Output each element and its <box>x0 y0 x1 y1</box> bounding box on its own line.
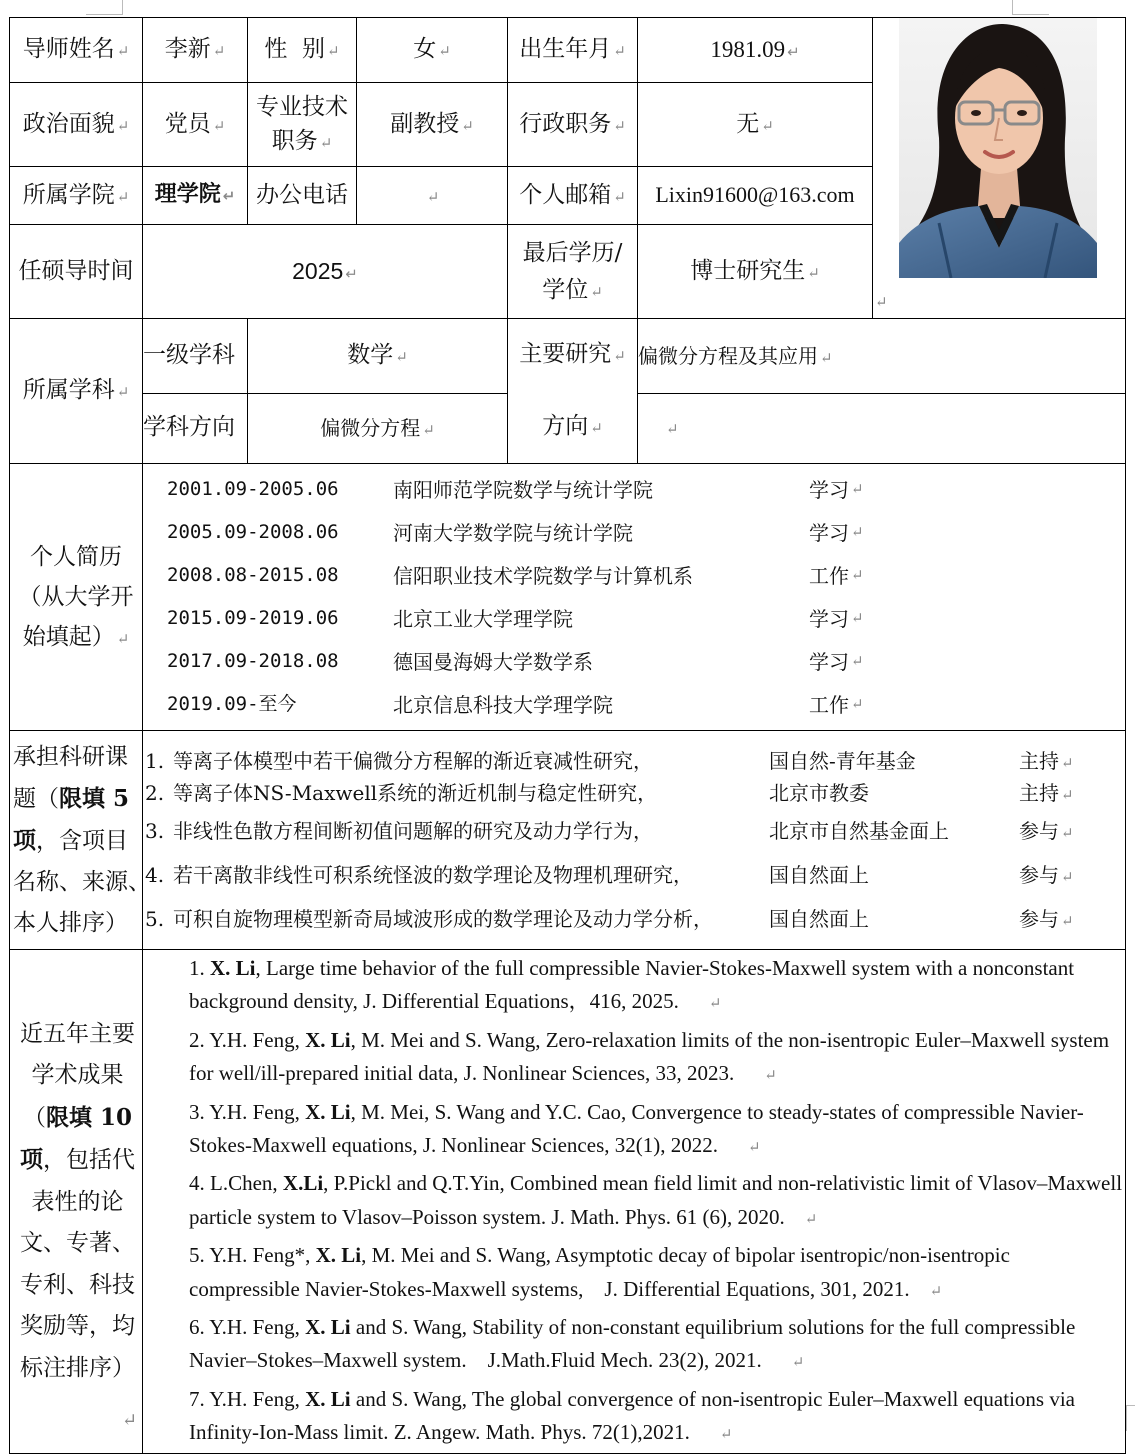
project-row: 2. 等离子体NS-Maxwell系统的渐近机制与稳定性研究， 北京市教委 主持 ↵ <box>145 781 1074 805</box>
photo-cell: ↵ <box>873 18 1126 319</box>
publication-item: 6. Y.H. Feng, X. Li and S. Wang, Stability of non-constant equilibrium solutions for the full compressible Navier–Stokes–Maxwell system. J.Math.Fluid Mech. 23(2), 2021. ↵ <box>189 1315 1081 1373</box>
history-row: 2008.08-2015.08 信阳职业技术学院数学与计算机系 工作 ↵ <box>167 563 864 588</box>
advisor-name-label: 导师姓名 ↵ <box>10 18 143 83</box>
history-list <box>143 464 1126 731</box>
project-row: 4. 若干离散非线性可积系统怪波的数学理论及物理机理研究， 国自然面上 参与 ↵ <box>145 863 1074 887</box>
crop-mark-top-left <box>86 0 123 15</box>
project-row: 5. 可积自旋物理模型新奇局域波形成的数学理论及动力学分析， 国自然面上 参与 ↵ <box>145 907 1074 931</box>
political-label: 政治面貌 ↵ <box>10 83 143 167</box>
gender-label: 性 别 ↵ <box>248 18 357 83</box>
history-label: 个人简历 （从大学开 始填起） ↵ <box>10 464 143 731</box>
email-value: Lixin91600@163.com <box>638 167 873 225</box>
college-label: 所属学院 ↵ <box>10 167 143 225</box>
college-value: 理学院 ↵ <box>143 167 248 225</box>
project-row: 3. 非线性色散方程间断初值问题解的研究及动力学行为， 北京市自然基金面上 参与 ↵ <box>145 819 1074 843</box>
title-label: 专业技术 职务 ↵ <box>248 83 357 167</box>
birth-value: 1981.09 ↵ <box>638 18 873 83</box>
advisor-photo <box>899 18 1097 278</box>
degree-value: 博士研究生 ↵ <box>638 225 873 319</box>
phone-value: ↵ <box>357 167 508 225</box>
tenure-value: 2025 ↵ <box>143 225 508 319</box>
title-value: 副教授 ↵ <box>357 83 508 167</box>
projects-label: 承担科研课 题（限填 5 项，含项目 名称、来源、 本人排序） <box>10 731 143 950</box>
research-value-2: ↵ <box>638 393 1126 463</box>
publication-item: 1. X. Li, Large time behavior of the full compressible Navier-Stokes-Maxwell system with a nonconstant background density, J. Differential Equations，416, 2025. ↵ <box>189 956 1075 1014</box>
publication-item: 2. Y.H. Feng, X. Li, M. Mei and S. Wang, Zero-relaxation limits of the non-isentropic Euler–Maxwell system for well/ill-prepared initial data, J. Nonlinear Sciences, 33, 2023. ↵ <box>189 1027 1110 1086</box>
research-label: 主要研究 ↵ 方向 ↵ <box>508 319 638 464</box>
paragraph-mark: ↵ <box>122 1410 138 1431</box>
crop-mark-bottom-right <box>1126 1405 1135 1431</box>
history-row: 2017.09-2018.08 德国曼海姆大学数学系 学习 ↵ <box>167 649 864 674</box>
level1-value: 数学 ↵ <box>248 319 508 394</box>
tenure-label: 任硕导时间 <box>10 225 143 319</box>
history-row: 2019.09-至今 北京信息科技大学理学院 工作 ↵ <box>167 692 864 717</box>
advisor-info-table <box>9 17 1126 1454</box>
degree-label: 最后学历/ 学位 ↵ <box>508 225 638 319</box>
crop-mark-top-right <box>1012 0 1049 15</box>
history-row: 2015.09-2019.06 北京工业大学理学院 学习 ↵ <box>167 606 864 631</box>
birth-label: 出生年月 ↵ <box>508 18 638 83</box>
publication-item: 3. Y.H. Feng, X. Li, M. Mei, S. Wang and Y.C. Cao, Convergence to steady-states of compressible Navier-Stokes-Maxwell equations, J. Nonlinear Sciences, 32(1), 2022. ↵ <box>189 1099 1084 1158</box>
project-row: 1. 等离子体模型中若干偏微分方程解的渐近衰减性研究， 国自然-青年基金 主持 ↵ <box>145 749 1074 773</box>
publications-list <box>143 950 1126 1454</box>
admin-value: 无 ↵ <box>638 83 873 167</box>
projects-list <box>143 731 1126 950</box>
discipline-label: 所属学科 ↵ <box>10 319 143 464</box>
publication-item: 5. Y.H. Feng*, X. Li, M. Mei and S. Wang, Asymptotic decay of bipolar isentropic/non-isentropic compressible Navier-Stokes-Maxwell systems, J. Differential Equations, 301, 2021. ↵ <box>189 1243 1016 1301</box>
publications-label: 近五年主要 学术成果 （限填 10 项，包括代 表性的论 文、专著、 专利、科技 奖励等，均 标注排序） <box>10 950 143 1454</box>
direction-label: 学科方向 <box>143 393 248 463</box>
admin-label: 行政职务 ↵ <box>508 83 638 167</box>
political-value: 党员 ↵ <box>143 83 248 167</box>
level1-label: 一级学科 <box>143 319 248 394</box>
publication-item: 4. L.Chen, X.Li, P.Pickl and Q.T.Yin, Combined mean field limit and non-relativistic limit of Vlasov–Maxwell particle system to Vlasov–Poisson system. J. Math. Phys. 61 (6), 2020. ↵ <box>189 1171 1123 1229</box>
phone-label: 办公电话 <box>248 167 357 225</box>
history-row: 2001.09-2005.06 南阳师范学院数学与统计学院 学习 ↵ <box>167 477 864 502</box>
advisor-name-value: 李新 ↵ <box>143 18 248 83</box>
email-label: 个人邮箱 ↵ <box>508 167 638 225</box>
research-value-1: 偏微分方程及其应用 ↵ <box>638 319 1126 394</box>
gender-value: 女 ↵ <box>357 18 508 83</box>
publication-item: 7. Y.H. Feng, X. Li and S. Wang, The global convergence of non-isentropic Euler–Maxwell equations via Infinity-Ion-Mass limit. Z. Angew. Math. Phys. 72(1),2021. ↵ <box>189 1386 1075 1445</box>
direction-value: 偏微分方程 ↵ <box>248 393 508 463</box>
history-row: 2005.09-2008.06 河南大学数学院与统计学院 学习 ↵ <box>167 520 864 545</box>
